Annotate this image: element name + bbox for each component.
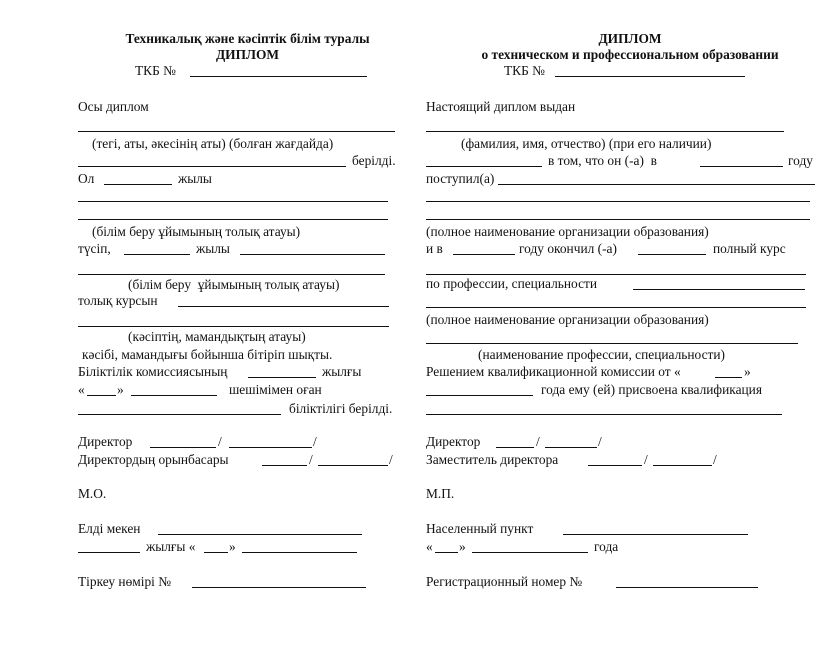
kz-prof-hint: (кәсіптің, мамандықтың атауы) — [128, 329, 306, 344]
kz-qualification-field[interactable] — [78, 414, 281, 415]
kz-biliktiligi: біліктілігі берілді. — [289, 401, 393, 416]
ru-postupil-field[interactable] — [498, 184, 815, 185]
ru-slash: / — [536, 434, 540, 449]
kz-quote-close: » — [117, 382, 124, 397]
kz-tkb-label: ТКБ № — [135, 63, 176, 78]
kz-commission-year-field[interactable] — [248, 377, 316, 378]
kz-slash: / — [313, 434, 317, 449]
ru-okonchil-field[interactable] — [638, 254, 706, 255]
kz-deputy-sign-field[interactable] — [262, 465, 307, 466]
kz-ol: Ол — [78, 171, 95, 186]
ru-org-field-2[interactable] — [426, 219, 810, 220]
ru-director-name-field[interactable] — [545, 447, 597, 448]
kz-reg-number-field[interactable] — [192, 587, 366, 588]
kz-deputy-name-field[interactable] — [318, 465, 388, 466]
kz-bitirip: кәсібі, мамандығы бойынша бітіріп шықты. — [82, 347, 333, 362]
ru-director-label: Директор — [426, 434, 481, 449]
kz-director-sign-field[interactable] — [150, 447, 216, 448]
kz-year-field-2[interactable] — [124, 254, 190, 255]
kz-tusip-field[interactable] — [240, 254, 385, 255]
ru-name-field[interactable] — [426, 131, 784, 132]
ru-po-prof: по профессии, специальности — [426, 276, 598, 291]
kz-tkb-field[interactable] — [190, 76, 367, 77]
kz-zhylgy-2: жылғы « — [146, 539, 196, 554]
kz-tolyq: толық курсын — [78, 293, 158, 308]
kz-osy-diplom: Осы диплом — [78, 99, 149, 114]
ru-quote-close: » — [744, 364, 751, 379]
kz-org-field-3[interactable] — [78, 274, 385, 275]
ru-deputy-sign-field[interactable] — [588, 465, 642, 466]
kz-quote-open: « — [78, 382, 85, 397]
ru-org-hint-1: (полное наименование организации образования) — [426, 224, 709, 239]
kz-director-name-field[interactable] — [229, 447, 312, 448]
kz-zhyly-2: жылы — [196, 241, 230, 256]
kz-title-line2: ДИПЛОМ — [215, 47, 280, 62]
kz-org-hint-1: (білім беру ұйымының толық атауы) — [92, 224, 301, 239]
ru-commission-day-field[interactable] — [715, 377, 742, 378]
kz-issue-year-field[interactable] — [78, 552, 140, 553]
ru-godu: году — [788, 153, 813, 168]
ru-deputy-name-field[interactable] — [653, 465, 712, 466]
kz-title-line1: Техникалық және кәсіптік білім туралы — [125, 31, 370, 46]
kz-zhylgy: жылғы — [322, 364, 362, 379]
ru-reshen: Решением квалификационной комиссии от « — [426, 364, 681, 379]
kz-tusip: түсіп, — [78, 241, 111, 256]
ru-quote-open: « — [426, 539, 433, 554]
ru-reg-number-field[interactable] — [616, 587, 758, 588]
ru-slash: / — [598, 434, 602, 449]
kz-director-label: Директор — [78, 434, 133, 449]
ru-year-field[interactable] — [700, 166, 783, 167]
kz-course-field[interactable] — [178, 306, 389, 307]
kz-mo: М.О. — [78, 486, 107, 501]
kz-biliktilik: Біліктілік комиссиясының — [78, 364, 228, 379]
ru-course-field[interactable] — [426, 274, 806, 275]
kz-issue-day-field[interactable] — [204, 552, 228, 553]
ru-postupil: поступил(а) — [426, 171, 495, 186]
ru-goda-emu: года ему (ей) присвоена квалификация — [541, 382, 763, 397]
ru-deputy-label: Заместитель директора — [426, 452, 559, 467]
kz-name-field-2[interactable] — [78, 166, 346, 167]
kz-name-hint: (тегі, аты, әкесінің аты) (болған жағдайда) — [92, 136, 334, 151]
ru-commission-date-field[interactable] — [426, 395, 533, 396]
ru-polny: полный курс — [713, 241, 786, 256]
kz-quote-close: » — [229, 539, 236, 554]
ru-nasel: Населенный пункт — [426, 521, 534, 536]
ru-tkb-field[interactable] — [555, 76, 745, 77]
ru-year-field-2[interactable] — [453, 254, 515, 255]
ru-settlement-field[interactable] — [563, 534, 748, 535]
ru-tkb-label: ТКБ № — [504, 63, 545, 78]
ru-org-field[interactable] — [426, 201, 810, 202]
ru-quote-close: » — [459, 539, 466, 554]
kz-org-field-2[interactable] — [78, 219, 388, 220]
ru-title-line2: о техническом и профессиональном образовании — [481, 47, 779, 62]
kz-org-hint-2: (білім беру ұйымының толық атауы) — [128, 277, 340, 292]
ru-qualification-field[interactable] — [426, 414, 782, 415]
ru-prof-name-hint: (наименование профессии, специальности) — [478, 347, 726, 362]
kz-name-field[interactable] — [78, 131, 395, 132]
ru-title-line1: ДИПЛОМ — [598, 31, 662, 46]
ru-issue-month-field[interactable] — [472, 552, 588, 553]
kz-zhyly: жылы — [178, 171, 212, 186]
kz-prof-field[interactable] — [78, 326, 389, 327]
ru-vydan: Настоящий диплом выдан — [426, 99, 576, 114]
kz-slash: / — [389, 452, 393, 467]
kz-year-field[interactable] — [104, 184, 172, 185]
kz-settlement-field[interactable] — [158, 534, 362, 535]
ru-godu-okonchil: году окончил (-а) — [519, 241, 617, 256]
kz-org-field[interactable] — [78, 201, 388, 202]
ru-prof-name-field[interactable] — [426, 343, 798, 344]
kz-day-field[interactable] — [87, 395, 116, 396]
ru-org-field-3[interactable] — [426, 307, 806, 308]
kz-deputy-label: Директордың орынбасары — [78, 452, 229, 467]
kz-slash: / — [309, 452, 313, 467]
ru-slash: / — [713, 452, 717, 467]
ru-mp: М.П. — [426, 486, 455, 501]
ru-goda: года — [594, 539, 619, 554]
ru-prof-field[interactable] — [633, 289, 805, 290]
ru-reg: Регистрационный номер № — [426, 574, 583, 589]
ru-org-hint-2: (полное наименование организации образования) — [426, 312, 709, 327]
ru-slash: / — [644, 452, 648, 467]
ru-name-hint: (фамилия, имя, отчество) (при его наличии) — [461, 136, 712, 151]
ru-v-tom: в том, что он (-а) в — [548, 153, 657, 168]
kz-sheshim: шешімімен оған — [229, 382, 322, 397]
kz-tirkeu: Тіркеу нөмірі № — [78, 574, 172, 589]
ru-name-field-2[interactable] — [426, 166, 542, 167]
kz-month-field[interactable] — [131, 395, 217, 396]
ru-i-v: и в — [426, 241, 443, 256]
kz-eldi-meken: Елді мекен — [78, 521, 141, 536]
kz-slash: / — [218, 434, 222, 449]
ru-issue-day-field[interactable] — [435, 552, 458, 553]
kz-issue-month-field[interactable] — [242, 552, 357, 553]
kz-berildi: берілді. — [352, 153, 396, 168]
ru-director-sign-field[interactable] — [496, 447, 534, 448]
